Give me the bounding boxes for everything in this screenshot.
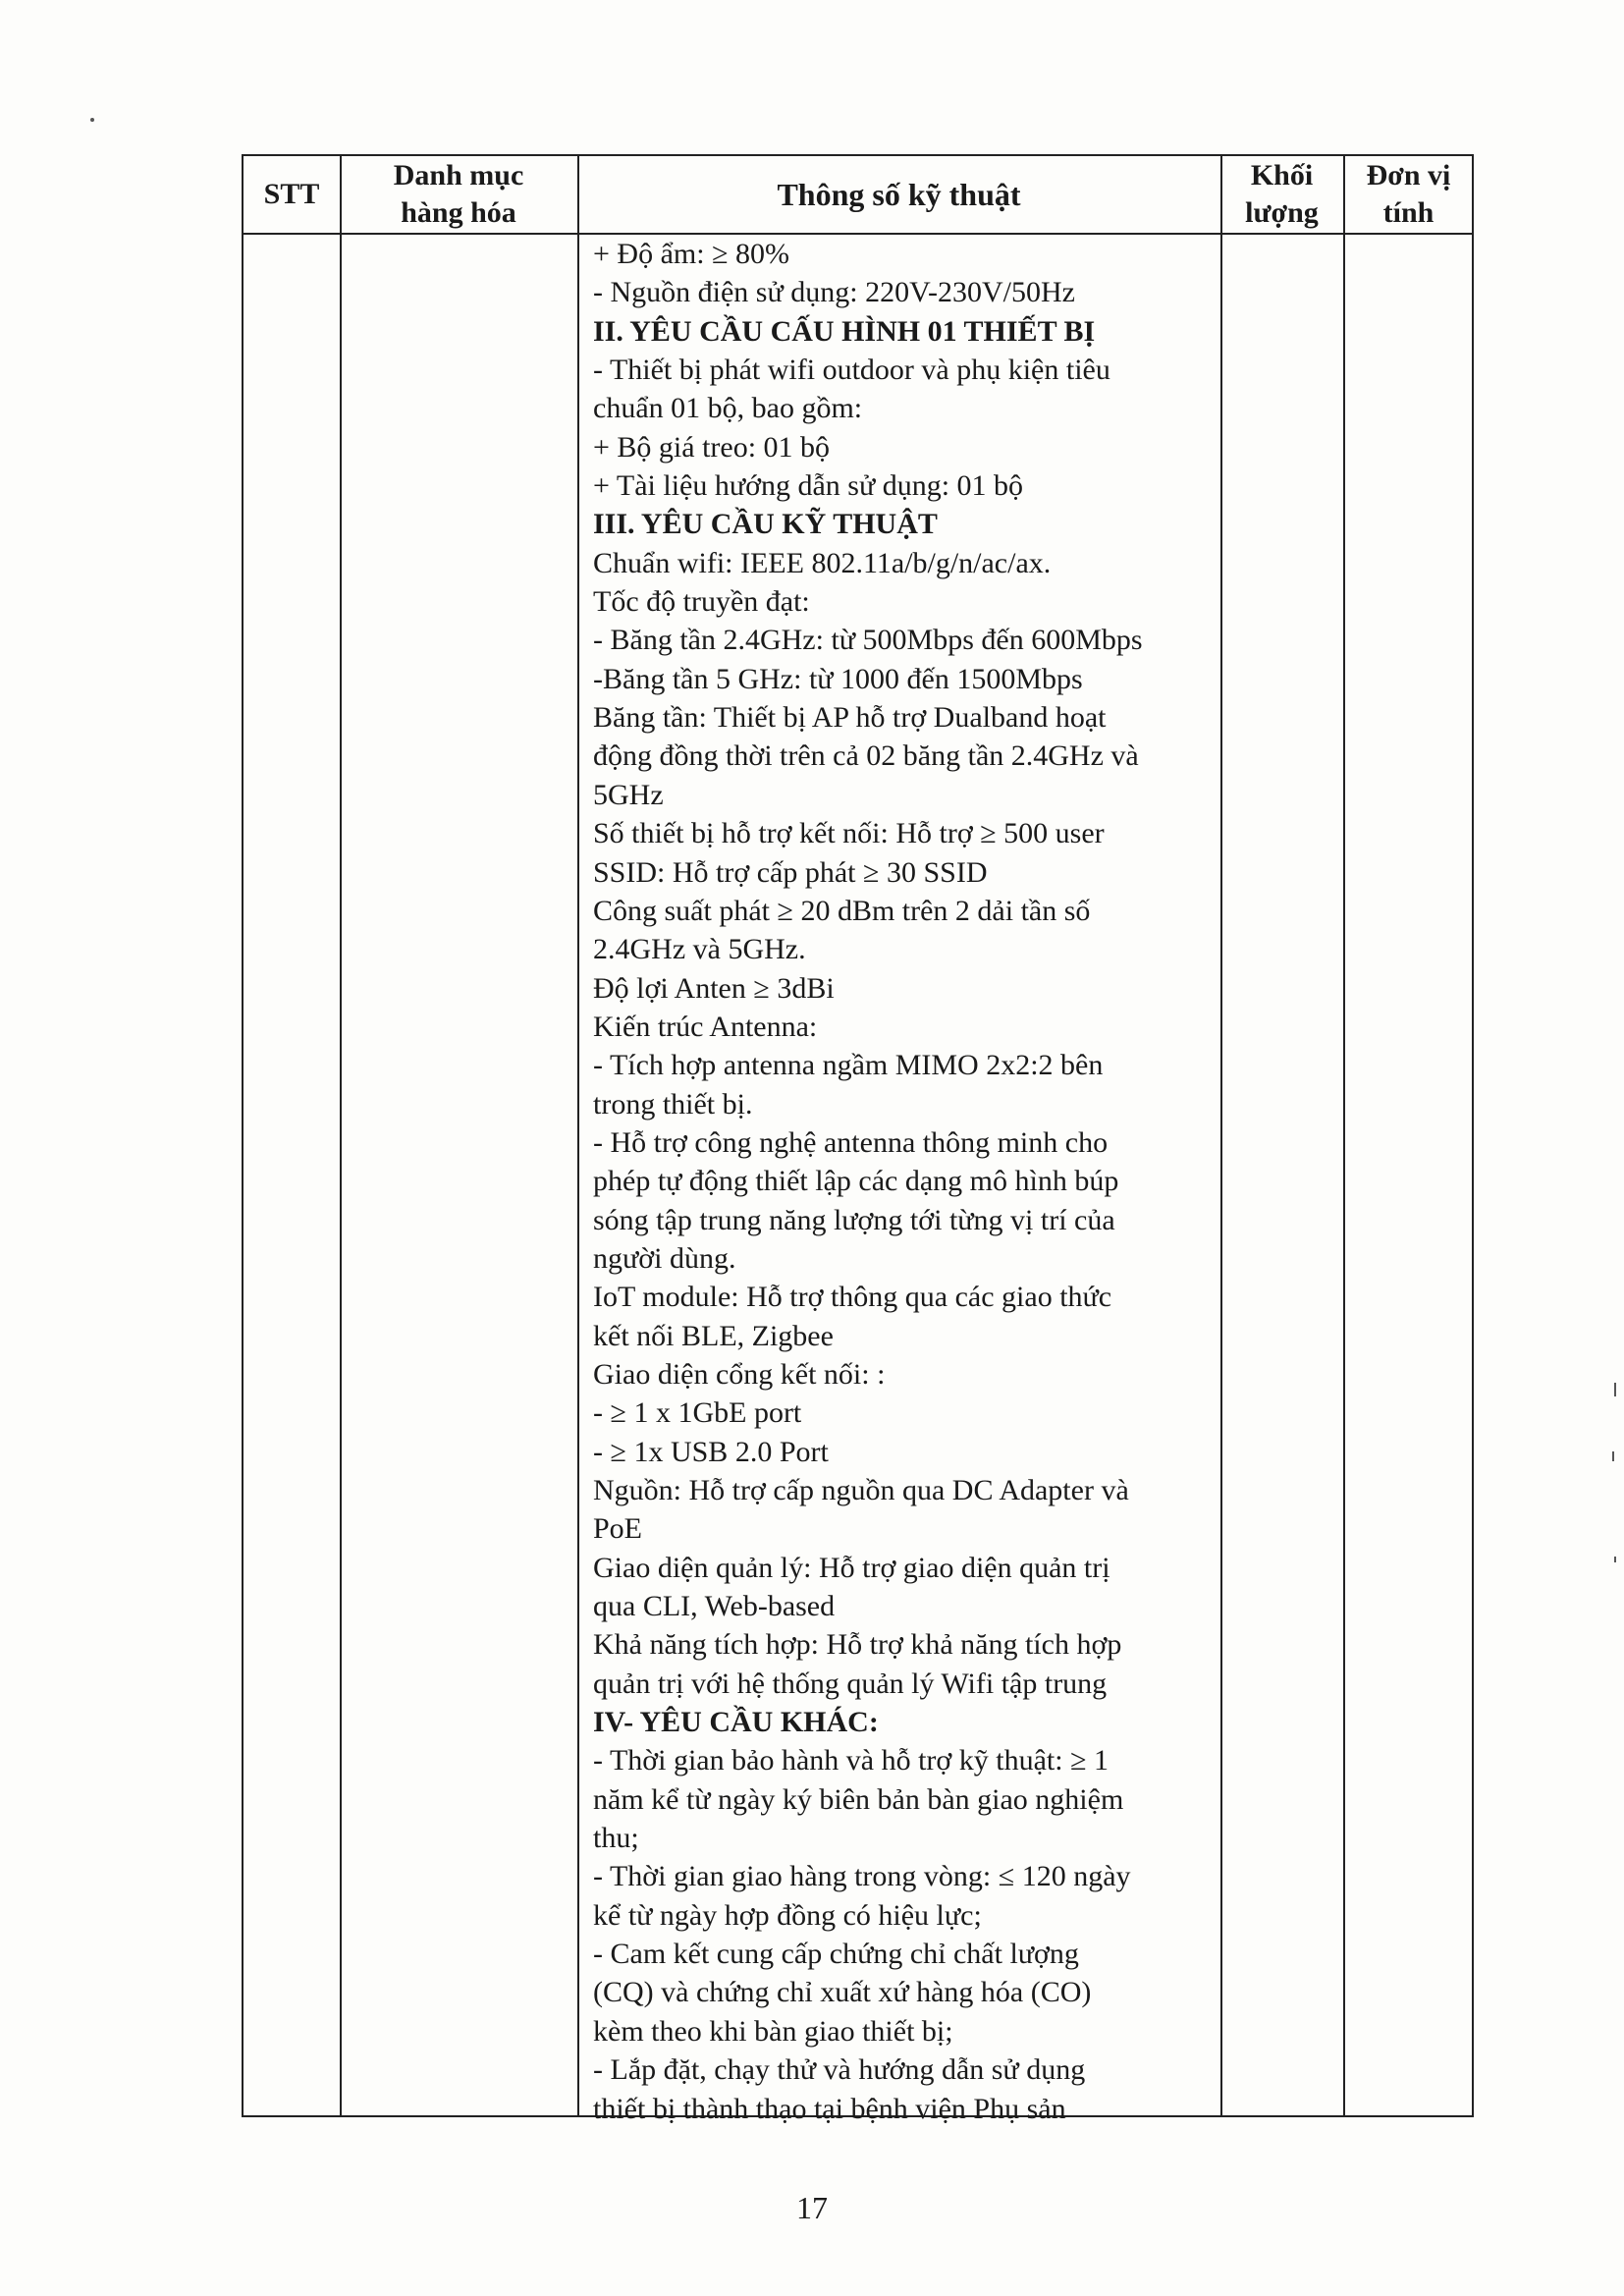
spec-line: Chuẩn wifi: IEEE 802.11a/b/g/n/ac/ax.: [593, 546, 1052, 579]
spec-line: - Cam kết cung cấp chứng chỉ chất lượng: [593, 1938, 1079, 1971]
spec-line: động đồng thời trên cả 02 băng tần 2.4GHz và: [593, 739, 1139, 773]
section-heading: III. YÊU CẦU KỸ THUẬT: [593, 508, 938, 541]
spec-line: Độ lợi Anten ≥ 3dBi: [593, 971, 835, 1005]
spec-line: thiết bị thành thạo tại bệnh viện Phụ sản: [593, 2092, 1066, 2125]
spec-line: Số thiết bị hỗ trợ kết nối: Hỗ trợ ≥ 500 user: [593, 817, 1105, 850]
spec-line: Tốc độ truyền đạt:: [593, 585, 810, 619]
spec-line: 5GHz: [593, 778, 664, 811]
page-number: 17: [796, 2190, 828, 2225]
spec-line: - ≥ 1x USB 2.0 Port: [593, 1435, 829, 1468]
scan-speck: [90, 118, 94, 122]
spec-line: chuẩn 01 bộ, bao gồm:: [593, 392, 863, 425]
spec-line: qua CLI, Web-based: [593, 1590, 836, 1623]
spec-line: + Tài liệu hướng dẫn sử dụng: 01 bộ: [593, 469, 1024, 503]
spec-line: Kiến trúc Antenna:: [593, 1010, 818, 1043]
header-khoi-luong-line1: Khối: [1250, 159, 1314, 191]
spec-line: năm kể từ ngày ký biên bản bàn giao nghiệm: [593, 1782, 1124, 1816]
header-stt: STT: [263, 178, 320, 210]
spec-line: - Tích hợp antenna ngầm MIMO 2x2:2 bên: [593, 1049, 1104, 1082]
header-danh-muc-line1: Danh mục: [393, 159, 524, 191]
spec-line: kèm theo khi bàn giao thiết bị;: [593, 2014, 953, 2048]
scan-speck: [1612, 1451, 1614, 1461]
spec-line: Băng tần: Thiết bị AP hỗ trợ Dualband hoạt: [593, 701, 1107, 735]
spec-line: (CQ) và chứng chỉ xuất xứ hàng hóa (CO): [593, 1976, 1092, 2009]
spec-line: - Thiết bị phát wifi outdoor và phụ kiện tiêu: [593, 354, 1110, 387]
spec-line: + Độ ẩm: ≥ 80%: [593, 238, 790, 270]
header-don-vi-line1: Đơn vị: [1366, 159, 1451, 191]
spec-line: - Nguồn điện sử dụng: 220V-230V/50Hz: [593, 276, 1075, 309]
spec-line: người dùng.: [593, 1241, 736, 1275]
spec-body: [593, 235, 1457, 2128]
header-don-vi: [1343, 156, 1474, 233]
spec-line: - Băng tần 2.4GHz: từ 500Mbps đến 600Mbps: [593, 624, 1143, 657]
header-danh-muc: [340, 156, 577, 233]
spec-line: 2.4GHz và 5GHz.: [593, 933, 806, 966]
spec-line: - Hỗ trợ công nghệ antenna thông minh cho: [593, 1125, 1109, 1159]
spec-line: quản trị với hệ thống quản lý Wifi tập trung: [593, 1667, 1108, 1700]
header-don-vi-line2: tính: [1382, 196, 1435, 229]
scan-speck: [1614, 1383, 1616, 1396]
section-heading: II. YÊU CẦU CẤU HÌNH 01 THIẾT BỊ: [593, 314, 1096, 348]
spec-line: Khả năng tích hợp: Hỗ trợ khả năng tích hợp: [593, 1628, 1122, 1662]
spec-line: trong thiết bị.: [593, 1087, 753, 1121]
header-khoi-luong-line2: lượng: [1245, 196, 1319, 229]
spec-line: -Băng tần 5 GHz: từ 1000 đến 1500Mbps: [593, 662, 1083, 695]
spec-line: IoT module: Hỗ trợ thông qua các giao thức: [593, 1281, 1112, 1314]
col-divider: [340, 156, 342, 2115]
spec-line: Giao diện cổng kết nối: :: [593, 1357, 886, 1391]
spec-line: PoE: [593, 1512, 643, 1546]
spec-line: thu;: [593, 1822, 639, 1855]
spec-line: phép tự động thiết lập các dạng mô hình búp: [593, 1165, 1119, 1198]
spec-line: - Thời gian bảo hành và hỗ trợ kỹ thuật: ≥ 1: [593, 1744, 1110, 1777]
spec-line: Giao diện quản lý: Hỗ trợ giao diện quản trị: [593, 1551, 1110, 1584]
spec-table: [242, 154, 1474, 2125]
spec-line: Công suất phát ≥ 20 dBm trên 2 dải tần số: [593, 894, 1091, 927]
spec-line: SSID: Hỗ trợ cấp phát ≥ 30 SSID: [593, 855, 988, 889]
scan-speck: [1614, 1557, 1616, 1562]
spec-line: Nguồn: Hỗ trợ cấp nguồn qua DC Adapter và: [593, 1474, 1129, 1506]
col-divider: [577, 156, 579, 2115]
header-thong-so: Thông số kỹ thuật: [777, 177, 1021, 212]
spec-line: sóng tập trung năng lượng tới từng vị trí của: [593, 1203, 1115, 1236]
spec-line: - Lắp đặt, chạy thử và hướng dẫn sử dụng: [593, 2053, 1086, 2087]
spec-line: + Bộ giá treo: 01 bộ: [593, 430, 831, 464]
header-danh-muc-line2: hàng hóa: [401, 196, 516, 229]
spec-line: kể từ ngày hợp đồng có hiệu lực;: [593, 1898, 982, 1932]
header-khoi-luong: [1220, 156, 1343, 233]
spec-line: kết nối BLE, Zigbee: [593, 1319, 834, 1352]
spec-line: - Thời gian giao hàng trong vòng: ≤ 120 ngày: [593, 1860, 1131, 1893]
section-heading: IV- YÊU CẦU KHÁC:: [593, 1706, 879, 1739]
spec-line: - ≥ 1 x 1GbE port: [593, 1396, 802, 1430]
